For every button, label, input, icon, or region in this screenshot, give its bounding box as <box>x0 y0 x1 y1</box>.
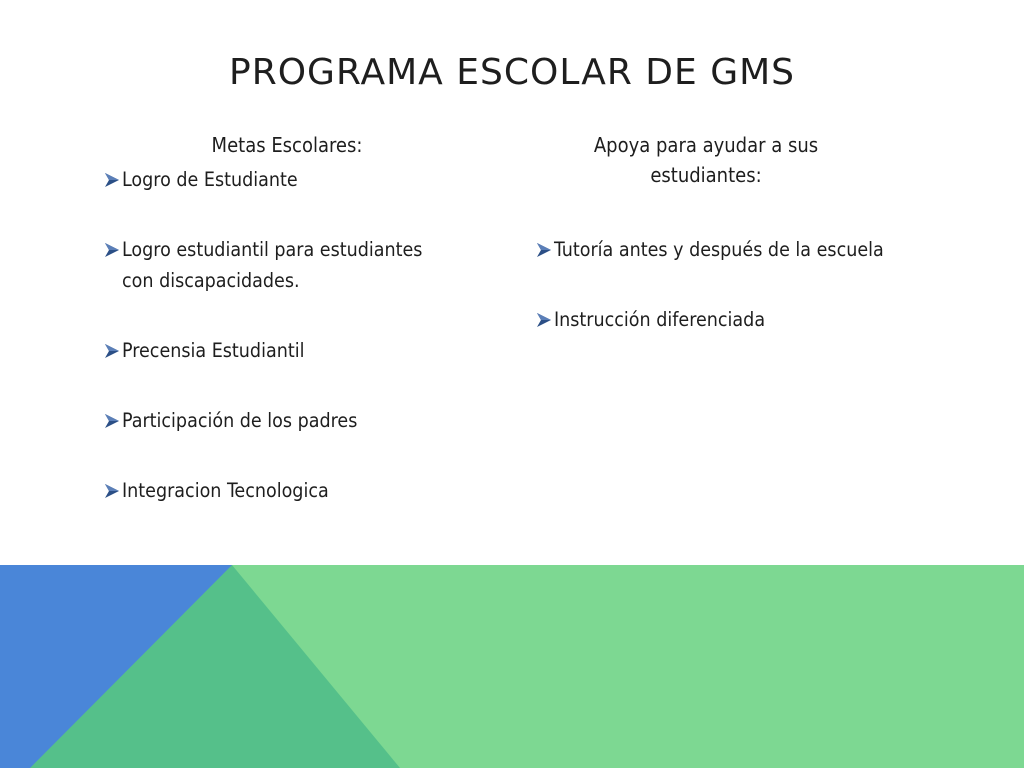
list-item-label: Logro estudiantil para estudiantes con discapacidades. <box>122 238 423 292</box>
slide-title: PROGRAMA ESCOLAR DE GMS <box>228 52 796 93</box>
list-item <box>536 304 896 335</box>
list-item-label: Logro de Estudiante <box>122 168 298 191</box>
list-item <box>104 405 444 436</box>
list-item <box>104 335 444 366</box>
list-item-label: Precensia Estudiantil <box>122 339 305 362</box>
student-support-column <box>536 130 896 374</box>
student-support-heading: Apoya para ayudar a sus estudiantes: <box>593 133 819 187</box>
arrow-right-bullet-icon <box>104 483 120 499</box>
school-goals-list <box>104 164 444 506</box>
list-item <box>104 475 444 506</box>
arrow-right-bullet-icon <box>104 172 120 188</box>
school-goals-heading: Metas Escolares: <box>211 133 363 157</box>
list-item <box>104 234 444 296</box>
arrow-right-bullet-icon <box>104 413 120 429</box>
decorative-footer-shapes <box>0 565 1024 768</box>
list-item <box>536 234 896 265</box>
school-goals-column <box>104 130 444 545</box>
arrow-right-bullet-icon <box>536 242 552 258</box>
list-item <box>104 164 444 195</box>
student-support-list <box>536 234 896 335</box>
arrow-right-bullet-icon <box>104 343 120 359</box>
arrow-right-bullet-icon <box>104 242 120 258</box>
list-item-label: Instrucción diferenciada <box>554 308 766 331</box>
list-item-label: Tutoría antes y después de la escuela <box>554 238 884 261</box>
arrow-right-bullet-icon <box>536 312 552 328</box>
list-item-label: Integracion Tecnologica <box>122 479 329 502</box>
list-item-label: Participación de los padres <box>122 409 358 432</box>
